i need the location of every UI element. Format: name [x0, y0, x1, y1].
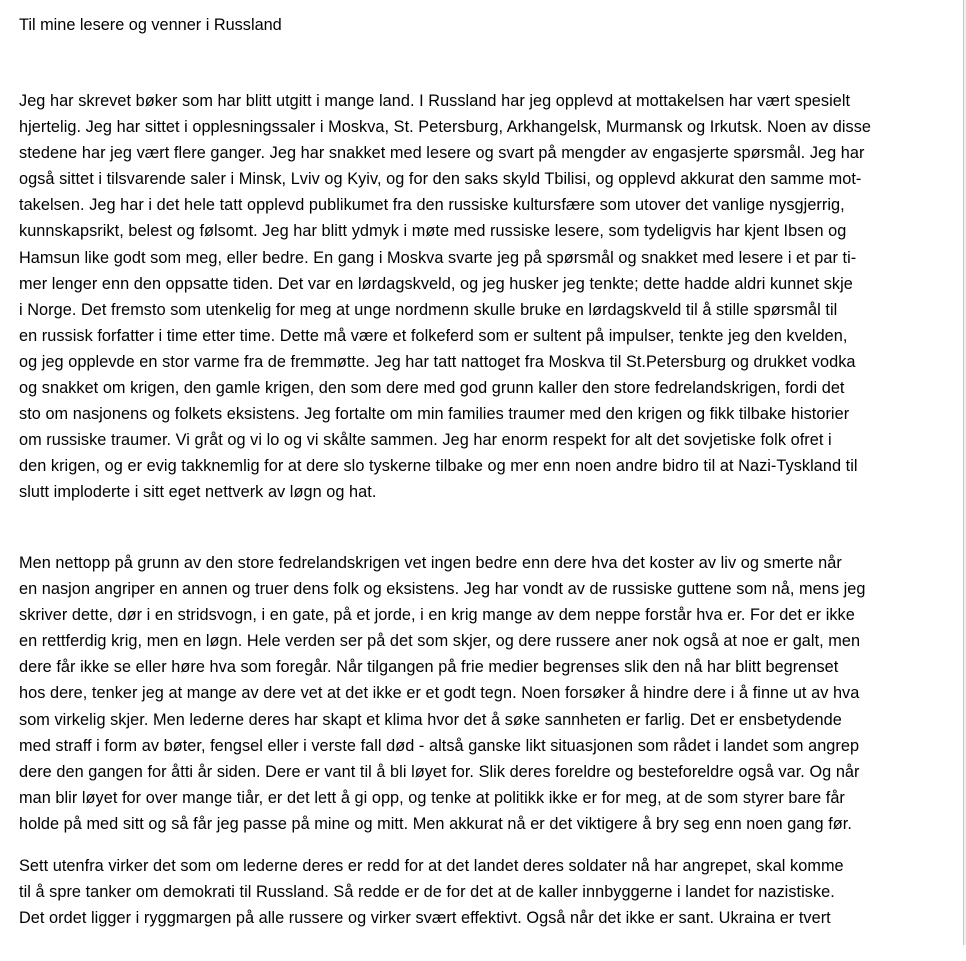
text-line: en russisk forfatter i time etter time. Dette må være et folkeferd som er sultent på impulser, tenkte jeg den kvelden,	[19, 326, 848, 345]
text-line: til å spre tanker om demokrati til Russland. Så redde er de for det at de kaller innbyggerne i landet for nazistiske.	[19, 883, 835, 902]
text-line: en rettferdig krig, men en løgn. Hele verden ser på det som skjer, og dere russere aner nok også at noe er galt, men	[19, 632, 861, 651]
paragraph-1	[19, 88, 941, 506]
text-line: og jeg opplevde en stor varme fra de fremmøtte. Jeg har tatt nattoget fra Moskva til St.Petersburg og drukket vodka	[19, 352, 856, 371]
text-line: en nasjon angriper en annen og truer dens folk og eksistens. Jeg har vondt av de russiske guttene som nå, mens jeg	[19, 580, 866, 599]
text-line: i Norge. Det fremsto som utenkelig for meg at unge nordmenn skulle bruke en lørdagskveld til å stille spørsmål til	[19, 300, 838, 319]
text-line: slutt imploderte i sitt eget nettverk av løgn og hat.	[19, 483, 377, 502]
text-line: Sett utenfra virker det som om lederne deres er redd for at det landet deres soldater nå har angrepet, skal komme	[19, 857, 844, 875]
text-line: skriver dette, dør i en stridsvogn, i en gate, på et jorde, i en krig mange av dem neppe forstår hva er. For det er ikke	[19, 606, 855, 625]
text-line: med straff i form av bøter, fengsel eller i verste fall død - altså ganske likt situasjonen som rådet i landet som angrep	[19, 736, 860, 755]
text-line: Det ordet ligger i ryggmargen på alle russere og virker svært effektivt. Også når det ikke er sant. Ukraina er tvert	[19, 909, 831, 928]
text-line: hos dere, tenker jeg at mange av dere vet at det ikke er et godt tegn. Noen forsøker å hindre dere i å finne ut av hva	[19, 684, 860, 703]
paragraph-2	[19, 550, 941, 837]
text-line: kunnskapsrikt, belest og følsomt. Jeg har blitt ydmyk i møte med russiske lesere, som tydeligvis har kjent Ibsen og	[19, 222, 847, 241]
text-line: om russiske traumer. Vi gråt og vi lo og vi skålte sammen. Jeg har enorm respekt for alt det sovjetiske folk ofret i	[19, 431, 832, 450]
text-line: holde på med sitt og så får jeg passe på mine og mitt. Men akkurat nå er det viktigere å bry seg enn noen gang før.	[19, 814, 852, 833]
text-line: den krigen, og er evig takknemlig for at dere slo tyskerne tilbake og mer enn noen andre bidro til at Nazi-Tyskland til	[19, 457, 858, 476]
text-line: Men nettopp på grunn av den store fedrelandskrigen vet ingen bedre enn dere hva det koster av liv og smerte når	[19, 554, 842, 572]
document-heading: Til mine lesere og venner i Russland	[19, 16, 282, 34]
text-line: Jeg har skrevet bøker som har blitt utgitt i mange land. I Russland har jeg opplevd at mottakelsen har vært spesielt	[19, 92, 851, 110]
text-line: mer lenger enn den oppsatte tiden. Det var en lørdagskveld, og jeg husker jeg tenkte; dette hadde aldri kunnet skje	[19, 274, 853, 293]
text-line: også sittet i tilsvarende saler i Minsk, Lviv og Kyiv, og for den saks skyld Tbilisi, og opplevd akkurat den samme mot-	[19, 170, 862, 189]
text-line: stedene har jeg vært flere ganger. Jeg har snakket med lesere og svart på mengder av engasjerte spørsmål. Jeg har	[19, 144, 865, 163]
text-line: man blir løyet for over mange tiår, er det lett å gi opp, og tenke at politikk ikke er for meg, at de som styrer bare får	[19, 788, 845, 807]
paragraph-3	[19, 853, 941, 931]
text-line: og snakket om krigen, den gamle krigen, den som dere med god grunn kaller den store fedrelandskrigen, fordi det	[19, 379, 845, 398]
text-line: takelsen. Jeg har i det hele tatt opplevd publikumet fra den russiske kultursfære som utover det vanlige nysgjerrig,	[19, 196, 845, 215]
text-line: som virkelig skjer. Men lederne deres har skapt et klima hvor det å søke sannheten er farlig. Det er ensbetydende	[19, 710, 842, 729]
text-line: dere får ikke se eller høre hva som foregår. Når tilgangen på frie medier begrenses slik den nå har blitt begrenset	[19, 658, 839, 677]
text-line: hjertelig. Jeg har sittet i opplesningssaler i Moskva, St. Petersburg, Arkhangelsk, Murmansk og Irkutsk. Noen av disse	[19, 118, 872, 137]
text-line: Hamsun like godt som meg, eller bedre. En gang i Moskva svarte jeg på spørsmål og snakket med lesere i et par ti-	[19, 248, 857, 267]
text-line: dere den gangen for åtti år siden. Dere er vant til å bli løyet for. Slik deres foreldre og besteforeldre også var. Og når	[19, 762, 860, 781]
text-line: sto om nasjonens og folkets eksistens. Jeg fortalte om min families traumer med den krigen og fikk tilbake historier	[19, 405, 850, 424]
